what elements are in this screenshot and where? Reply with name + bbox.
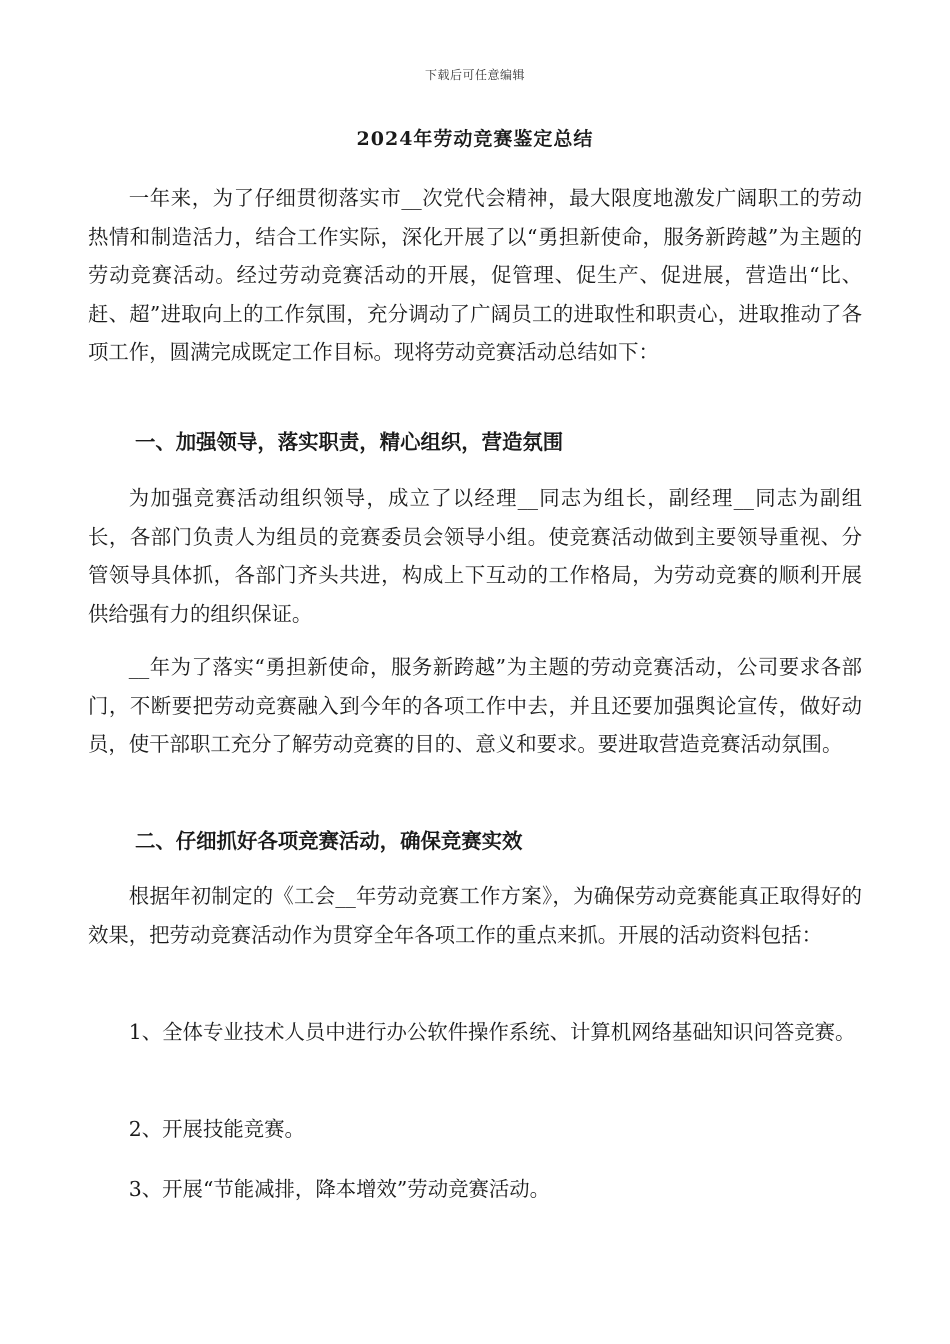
document-title: 2024年劳动竞赛鉴定总结 [356,128,594,150]
section2-paragraph-1: 根据年初制定的《工会__年劳动竞赛工作方案》，为确保劳动竞赛能真正取得好的效果，把劳动竞赛活动作为贯穿全年各项工作的重点来抓。开展的活动资料包括： [88,884,862,947]
section-heading-2: 二、仔细抓好各项竞赛活动，确保竞赛实效 [135,829,523,853]
section1-paragraph-1: 为加强竞赛活动组织领导，成立了以经理__同志为组长，副经理__同志为副组长，各部门负责人为组员的竞赛委员会领导小组。使竞赛活动做到主要领导重视、分管领导具体抓，各部门齐头共进，构成上下互动的工作格局，为劳动竞赛的顺利开展供给强有力的组织保证。 [88,486,862,626]
list-item: 3、开展“节能减排，降本增效”劳动竞赛活动。 [128,1177,551,1201]
header-note: 下载后可任意编辑 [424,68,525,82]
section1-paragraph-2: __年为了落实“勇担新使命，服务新跨越”为主题的劳动竞赛活动，公司要求各部门，不断要把劳动竞赛融入到今年的各项工作中去，并且还要加强舆论宣传，做好动员，使干部职工充分了解劳动竞赛的目的、意义和要求。要进取营造竞赛活动氛围。 [88,655,862,756]
intro-paragraph: 一年来，为了仔细贯彻落实市__次党代会精神，最大限度地激发广阔职工的劳动热情和制造活力，结合工作实际，深化开展了以“勇担新使命，服务新跨越”为主题的劳动竞赛活动。经过劳动竞赛活动的开展，促管理、促生产、促进展，营造出“比、赶、超”进取向上的工作氛围，充分调动了广阔员工的进取性和职责心，进取推动了各项工作，圆满完成既定工作目标。现将劳动竞赛活动总结如下： [88,186,862,364]
section-heading-1: 一、加强领导，落实职责，精心组织，营造氛围 [135,430,564,454]
list-item: 2、开展技能竞赛。 [128,1117,305,1141]
list-item: 1、全体专业技术人员中进行办公软件操作系统、计算机网络基础知识问答竞赛。 [128,1020,856,1044]
